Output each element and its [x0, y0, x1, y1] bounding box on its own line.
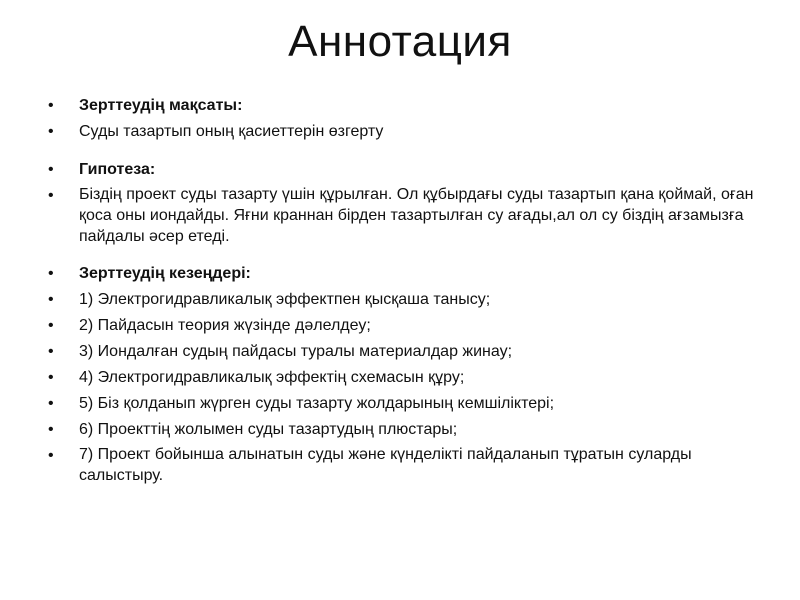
bullet-icon: • [48, 395, 54, 412]
list-item-stage-4 [48, 366, 768, 389]
list-item-text: 7) Проект бойынша алынатын суды және күнделікті пайдаланып тұратын суларды салыстыру. [79, 446, 692, 484]
list-item-goal-heading [48, 94, 768, 117]
list-item-stage-6 [48, 418, 768, 441]
list-item-text: Суды тазартып оның қасиеттерін өзгерту [79, 123, 384, 140]
list-item-text: Зерттеудің мақсаты: [79, 97, 243, 114]
list-item-stage-1 [48, 288, 768, 311]
bullet-icon: • [48, 161, 54, 178]
bullet-icon: • [48, 343, 54, 360]
list-item-text: 6) Проекттің жолымен суды тазартудың плюстары; [79, 421, 458, 438]
list-item-stage-2 [48, 314, 768, 337]
bullet-icon: • [48, 317, 54, 334]
bullet-icon: • [48, 97, 54, 114]
list-item-stage-5 [48, 392, 768, 415]
list-item-stage-7 [48, 444, 768, 486]
list-item-stages-heading [48, 262, 768, 285]
slide-title: Аннотация [288, 17, 512, 66]
bullet-icon: • [48, 187, 54, 204]
list-item-hypothesis-heading [48, 158, 768, 181]
bullet-icon: • [48, 123, 54, 140]
bullet-icon: • [48, 421, 54, 438]
list-item-text: 2) Пайдасын теория жүзінде дәлелдеу; [79, 317, 371, 334]
bullet-icon: • [48, 291, 54, 308]
slide-content [48, 94, 768, 489]
list-item-stage-3 [48, 340, 768, 363]
list-item-text: 3) Иондалған судың пайдасы туралы материалдар жинау; [79, 343, 513, 360]
bullet-icon: • [48, 265, 54, 282]
list-item-text: Зерттеудің кезеңдері: [79, 265, 251, 282]
list-item-text: 1) Электрогидравликалық эффектпен қысқаша танысу; [79, 291, 491, 308]
list-item-text: 5) Біз қолданып жүрген суды тазарту жолдарының кемшіліктері; [79, 395, 555, 412]
list-item-text: Гипотеза: [79, 161, 156, 178]
list-item-hypothesis [48, 184, 768, 247]
bullet-list [48, 94, 768, 486]
bullet-icon: • [48, 369, 54, 386]
bullet-icon: • [48, 447, 54, 464]
list-item-goal [48, 120, 768, 143]
list-item-text: 4) Электрогидравликалық эффектің схемасын құру; [79, 369, 465, 386]
list-item-text: Біздің проект суды тазарту үшін құрылған. Ол құбырдағы суды тазартып қана қоймай, оған қоса оны иондайды. Яғни краннан бірден тазартылған су ағады,ал ол су біздің ағзамызға пайдалы әсер етеді. [79, 186, 754, 245]
